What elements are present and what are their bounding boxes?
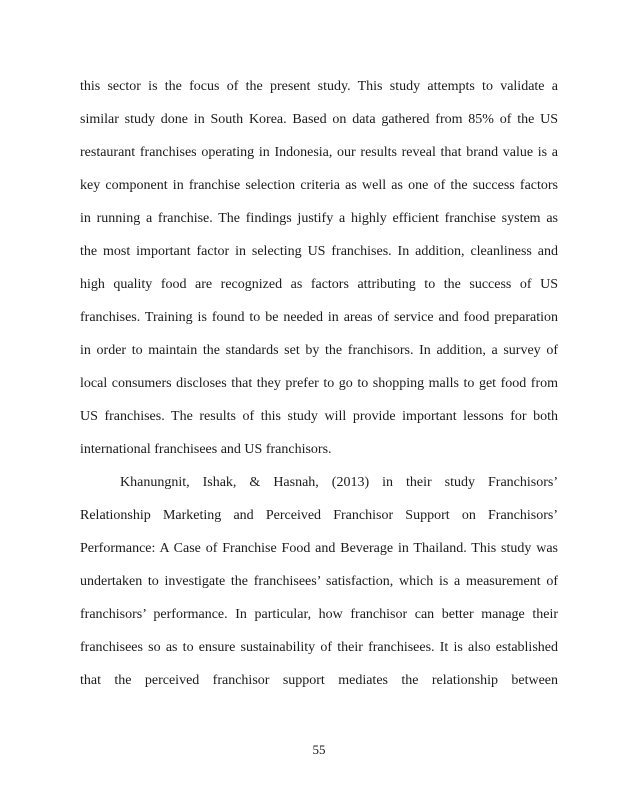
text-line-paragraph-end: international franchisees and US franchisors. xyxy=(80,442,332,457)
text-line: key component in franchise selection criteria as well as one of the success factors xyxy=(80,178,558,193)
text-line: high quality food are recognized as factors attributing to the success of US xyxy=(80,277,558,292)
text-line: franchisees so as to ensure sustainability of their franchisees. It is also established xyxy=(80,640,558,655)
text-line: local consumers discloses that they prefer to go to shopping malls to get food from xyxy=(80,376,558,391)
text-line: this sector is the focus of the present study. This study attempts to validate a xyxy=(80,79,558,94)
text-line: restaurant franchises operating in Indonesia, our results reveal that brand value is a xyxy=(80,145,558,160)
text-line: in running a franchise. The findings justify a highly efficient franchise system as xyxy=(80,211,558,226)
text-line: in order to maintain the standards set by the franchisors. In addition, a survey of xyxy=(80,343,558,358)
text-line: Performance: A Case of Franchise Food and Beverage in Thailand. This study was xyxy=(80,541,558,556)
text-line: the most important factor in selecting US franchises. In addition, cleanliness and xyxy=(80,244,558,259)
text-line: similar study done in South Korea. Based on data gathered from 85% of the US xyxy=(80,112,558,127)
text-line: US franchises. The results of this study will provide important lessons for both xyxy=(80,409,558,424)
text-line: that the perceived franchisor support mediates the relationship between xyxy=(80,673,558,688)
text-line: franchisors’ performance. In particular, how franchisor can better manage their xyxy=(80,607,558,622)
text-line: Relationship Marketing and Perceived Franchisor Support on Franchisors’ xyxy=(80,508,558,523)
text-line-paragraph-start: Khanungnit, Ishak, & Hasnah, (2013) in their study Franchisors’ xyxy=(120,475,558,490)
body-text xyxy=(80,76,558,703)
text-line: franchises. Training is found to be needed in areas of service and food preparation xyxy=(80,310,558,325)
text-line: undertaken to investigate the franchisees’ satisfaction, which is a measurement of xyxy=(80,574,558,589)
page-number: 55 xyxy=(312,742,326,757)
